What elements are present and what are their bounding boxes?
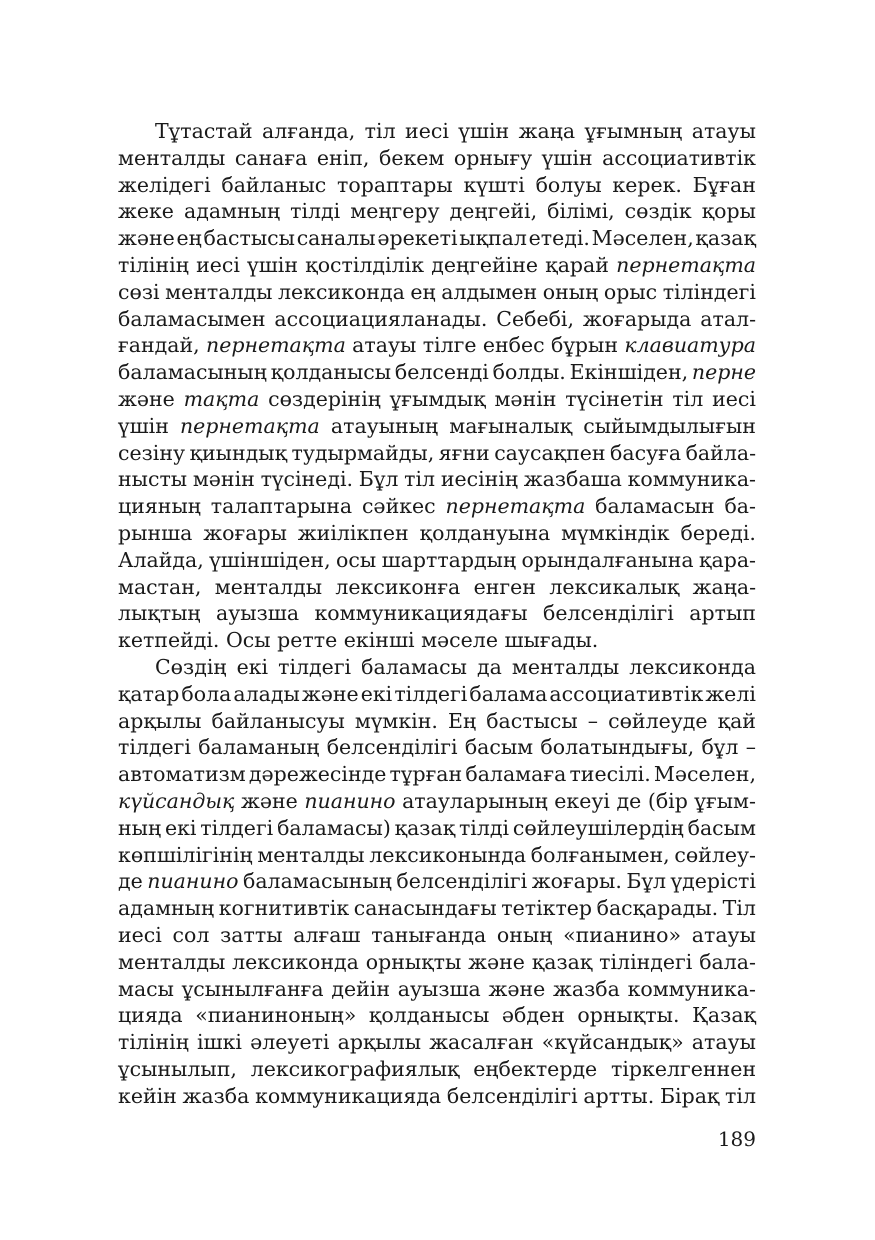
- word: Екіншіден,: [569, 360, 689, 385]
- word: арқылы: [118, 708, 202, 733]
- word: сол: [172, 922, 210, 947]
- text-line: [118, 574, 756, 601]
- text-line: [118, 359, 756, 386]
- word: атауы: [691, 922, 756, 947]
- word: мәселе: [421, 628, 498, 653]
- word: жаңа-: [692, 574, 756, 599]
- text-line: [118, 466, 756, 493]
- text-line: [118, 842, 756, 869]
- italic-term: перне: [691, 360, 756, 385]
- word: балама: [469, 681, 548, 706]
- word: Бірақ: [659, 1083, 720, 1108]
- text-line: [118, 198, 756, 225]
- word: екі: [164, 815, 197, 840]
- word: оның: [542, 279, 599, 304]
- word: деңгейіне: [431, 252, 539, 277]
- word: енген: [473, 574, 536, 599]
- word: енбес: [482, 333, 545, 358]
- word: әрекеті: [377, 226, 458, 251]
- word: керек.: [612, 172, 682, 197]
- word: түсінетін: [565, 386, 664, 411]
- word: ның: [118, 815, 162, 840]
- word: тіл: [672, 386, 704, 411]
- word: жеке: [118, 199, 174, 224]
- word: жасалған: [429, 1030, 534, 1055]
- word: Қазақ: [692, 1003, 756, 1028]
- word: –: [587, 708, 599, 733]
- word: деңгейі,: [449, 199, 538, 224]
- word: дәрежесінде: [248, 762, 387, 787]
- word: тіркелгеннен: [611, 1056, 756, 1081]
- word: қазақ: [531, 949, 593, 974]
- word: және: [301, 681, 359, 706]
- text-line: [118, 332, 756, 359]
- word: белсенділігі: [326, 735, 458, 760]
- word: үшін: [541, 145, 593, 170]
- word: нысты: [118, 467, 188, 492]
- word: ұсынылғанға: [181, 976, 324, 1001]
- word: ең: [176, 226, 202, 251]
- word: ұғым-: [694, 788, 756, 813]
- word: үшін: [247, 252, 299, 277]
- word: Бұл: [626, 869, 667, 894]
- word: тілге: [422, 333, 477, 358]
- word: тіліндегі: [662, 279, 756, 304]
- word: ассоциативтік: [549, 681, 704, 706]
- text-line: [118, 1056, 756, 1083]
- word: орнығу: [453, 145, 533, 170]
- text-line: [118, 815, 756, 842]
- word: алғаш: [293, 922, 361, 947]
- word: Мәселен,: [591, 226, 694, 251]
- word: алады: [233, 681, 300, 706]
- word: баламаға: [465, 762, 567, 787]
- word: бола: [181, 681, 232, 706]
- word: коммуникациядағы: [314, 601, 528, 626]
- word: сөздерінің: [268, 386, 381, 411]
- word: атауы: [691, 119, 756, 143]
- word: еніп,: [316, 145, 370, 170]
- italic-term: пернетақта: [445, 494, 586, 519]
- text-line: [118, 868, 756, 895]
- word: де: [616, 788, 642, 813]
- text-line: [118, 520, 756, 547]
- word: және: [118, 386, 175, 411]
- word: адамның: [183, 199, 281, 224]
- word: бала-: [699, 949, 756, 974]
- word: лексиконда: [278, 279, 405, 304]
- word: баламасы): [277, 815, 391, 840]
- word: «күйсандық»: [541, 1030, 684, 1055]
- word: баламасын: [595, 494, 715, 519]
- word: лексикографиялық: [250, 1056, 460, 1081]
- word: атауы: [691, 1030, 756, 1055]
- word: белсенділігі: [396, 869, 528, 894]
- word: баламаның: [198, 735, 320, 760]
- word: екінші: [343, 628, 415, 653]
- word: ауызша: [215, 601, 300, 626]
- word: және: [488, 976, 546, 1001]
- word: менталды: [511, 654, 620, 679]
- text-line: [118, 788, 756, 815]
- word: ең: [410, 279, 436, 304]
- word: мағыналық: [449, 413, 573, 438]
- word: когнитивтік: [218, 896, 350, 921]
- word: мастан,: [118, 574, 202, 599]
- word: тілінің: [118, 1030, 189, 1055]
- text-line: [118, 681, 756, 708]
- word: бекем: [378, 145, 445, 170]
- word: байла-: [685, 440, 756, 465]
- word: үшіншіден,: [209, 547, 331, 572]
- text-line: [118, 922, 756, 949]
- word: болуы: [535, 172, 602, 197]
- word: рынша: [118, 520, 193, 545]
- word: цияның: [118, 494, 201, 519]
- word: иесі: [405, 119, 449, 143]
- word: кейін: [118, 1083, 177, 1108]
- word: жоғары.: [531, 869, 622, 894]
- word: тетіктер: [501, 896, 593, 921]
- word: болатындығы,: [540, 735, 695, 760]
- word: лексикалық: [549, 574, 680, 599]
- word: иесінің: [440, 467, 519, 492]
- word: тіл: [725, 1083, 756, 1108]
- word: қостілділік: [305, 252, 425, 277]
- word: сөздік: [624, 199, 692, 224]
- word: Ең: [448, 708, 477, 733]
- word: әбден: [501, 1003, 565, 1028]
- word: лексиконында: [369, 842, 527, 867]
- text-line: [118, 949, 756, 976]
- text-line: [118, 976, 756, 1003]
- word: ассоциативтік: [602, 145, 756, 170]
- word: сөйлеуде: [608, 708, 708, 733]
- word: иесі: [118, 922, 162, 947]
- word: ба-: [724, 494, 756, 519]
- word: да: [477, 654, 502, 679]
- word: автоматизм: [118, 762, 246, 787]
- word: иесі: [196, 252, 240, 277]
- word: бұрын: [550, 333, 619, 358]
- italic-term: пернетақта: [616, 252, 756, 277]
- word: Себебі,: [496, 306, 575, 331]
- word: еңбектерде: [473, 1056, 598, 1081]
- paragraph: [118, 118, 756, 654]
- word: қатар: [118, 681, 180, 706]
- word: ассоциацияланады.: [274, 306, 488, 331]
- word: затты: [220, 922, 283, 947]
- word: тілді: [290, 199, 341, 224]
- word: бастысы: [486, 708, 578, 733]
- word: Алайда,: [118, 547, 204, 572]
- word: санасындағы: [353, 896, 497, 921]
- italic-term: пианино: [304, 788, 396, 813]
- word: масы: [118, 976, 174, 1001]
- text-line: [118, 440, 756, 467]
- word: қиындық: [189, 440, 287, 465]
- word: Осы: [226, 628, 271, 653]
- word: қолдануына: [419, 520, 551, 545]
- word: көпшілігінің: [118, 842, 253, 867]
- word: оның: [496, 922, 553, 947]
- word: баламасы: [361, 654, 467, 679]
- word: қай: [717, 708, 756, 733]
- word: жаңа: [518, 119, 576, 143]
- word: Бұл: [358, 467, 399, 492]
- word: менталды: [118, 145, 226, 170]
- word: қазақ: [394, 815, 456, 840]
- word: меңгеру: [350, 199, 440, 224]
- text-line: [118, 172, 756, 199]
- text-line: [118, 895, 756, 922]
- word: байланыс: [221, 172, 327, 197]
- word: де: [118, 869, 143, 894]
- word: тіл: [364, 119, 396, 143]
- italic-term: клавиатура: [624, 333, 756, 358]
- word: орнықты.: [577, 1003, 680, 1028]
- text-line: [118, 493, 756, 520]
- word: яғни: [438, 440, 490, 465]
- word: қазақ: [695, 226, 756, 251]
- word: мүмкін.: [354, 708, 438, 733]
- word: орындалғанына: [521, 547, 694, 572]
- word: артты.: [583, 1083, 655, 1108]
- word: сөзі: [118, 279, 160, 304]
- word: қоры: [701, 199, 756, 224]
- word: «пианиноның»: [195, 1003, 357, 1028]
- word: ықпал: [459, 226, 527, 251]
- word: сезіну: [118, 440, 186, 465]
- word: және: [240, 788, 298, 813]
- word: цияда: [118, 1003, 183, 1028]
- word: саналы: [296, 226, 376, 251]
- word: шарттардың: [381, 547, 517, 572]
- body-text: [118, 118, 756, 1109]
- text-line: [118, 547, 756, 574]
- word: тораптары: [337, 172, 453, 197]
- word: Тіл: [722, 896, 756, 921]
- word: ретте: [277, 628, 338, 653]
- word: белсенді: [394, 360, 489, 385]
- word: білімі,: [547, 199, 615, 224]
- word: қарай: [545, 252, 609, 277]
- word: Сөздің: [155, 654, 227, 679]
- word: баламасының: [242, 869, 392, 894]
- word: жоғары: [203, 520, 287, 545]
- word: тілдегі: [394, 681, 468, 706]
- word: және: [468, 949, 525, 974]
- word: орыс: [603, 279, 658, 304]
- italic-term: күйсандық: [118, 788, 235, 813]
- word: коммуника-: [627, 467, 756, 492]
- word: ішкі: [196, 1030, 242, 1055]
- word: иесі: [712, 386, 756, 411]
- word: мәнін: [494, 386, 557, 411]
- word: атауларының: [402, 788, 548, 813]
- word: тұрған: [389, 762, 463, 787]
- word: және: [118, 226, 175, 251]
- word: саусақпен: [494, 440, 606, 465]
- word: жиілікпен: [297, 520, 409, 545]
- word: жоғарыда: [582, 306, 692, 331]
- word: танығанда: [371, 922, 487, 947]
- word: басым: [464, 735, 534, 760]
- word: бастысы: [203, 226, 295, 251]
- word: жазба: [182, 1083, 250, 1108]
- word: атауы: [352, 333, 417, 358]
- paragraph: [118, 654, 756, 1110]
- word: талаптарына: [210, 494, 353, 519]
- word: лексиконда: [232, 949, 359, 974]
- word: менталды: [257, 842, 365, 867]
- word: екеуі: [554, 788, 610, 813]
- word: «пианино»: [563, 922, 682, 947]
- word: тілдегі: [118, 735, 191, 760]
- word: менталды: [214, 574, 323, 599]
- word: болғанымен,: [530, 842, 670, 867]
- word: сөйлеу-: [674, 842, 756, 867]
- word: жазбаша: [523, 467, 622, 492]
- word: мәнін: [192, 467, 255, 492]
- word: тиесілі.: [569, 762, 651, 787]
- word: түсінеді.: [260, 467, 354, 492]
- word: басым: [687, 815, 756, 840]
- word: артып: [689, 601, 756, 626]
- text-line: [118, 654, 756, 681]
- word: лексиконға: [335, 574, 461, 599]
- word: сөйлеушілердің: [512, 815, 684, 840]
- word: арқылы: [337, 1030, 422, 1055]
- text-line: [118, 1029, 756, 1056]
- word: менталды: [165, 279, 273, 304]
- word: лексиконда: [629, 654, 756, 679]
- word: шығады.: [504, 628, 599, 653]
- italic-term: пианино: [147, 869, 239, 894]
- word: баламасымен: [118, 306, 266, 331]
- word: осы: [336, 547, 377, 572]
- word: Мәселен,: [653, 762, 756, 787]
- word: мүмкіндік: [561, 520, 670, 545]
- text-line: [118, 306, 756, 333]
- word: күшті: [463, 172, 525, 197]
- word: бұл: [701, 735, 739, 760]
- word: ұғымның: [584, 119, 683, 143]
- word: ұғымдық: [389, 386, 486, 411]
- word: ғандай,: [118, 333, 200, 358]
- word: тілінің: [118, 252, 189, 277]
- word: сыйымдылығын: [583, 413, 756, 438]
- italic-term: пернетақта: [179, 413, 320, 438]
- word: тіліндегі: [599, 949, 693, 974]
- word: болды.: [492, 360, 566, 385]
- word: коммуника-: [627, 976, 756, 1001]
- word: тудырмайды,: [291, 440, 435, 465]
- page-number: 189: [717, 1127, 756, 1151]
- text-line: [118, 708, 756, 735]
- word: ұсынылып,: [118, 1056, 237, 1081]
- text-line: [118, 225, 756, 252]
- word: тілдегі: [200, 815, 274, 840]
- word: белсенділігі: [446, 1083, 578, 1108]
- word: тілдегі: [278, 654, 352, 679]
- word: үшін: [118, 413, 169, 438]
- text-line: [118, 1083, 756, 1110]
- text-line: [118, 627, 756, 654]
- text-line: [118, 118, 756, 145]
- text-line: [118, 734, 756, 761]
- word: үшін: [458, 119, 510, 143]
- text-line: [118, 145, 756, 172]
- word: белсенділігі: [543, 601, 674, 626]
- word: екі: [236, 654, 269, 679]
- text-line: [118, 413, 756, 440]
- word: жазба: [553, 976, 620, 1001]
- word: орнықты: [365, 949, 462, 974]
- word: екі: [360, 681, 393, 706]
- word: Тұтастай: [155, 119, 253, 143]
- word: атауының: [330, 413, 439, 438]
- word: адамның: [118, 896, 215, 921]
- word: санаға: [234, 145, 308, 170]
- text-line: [118, 600, 756, 627]
- word: қолданысы: [270, 360, 392, 385]
- word: атал-: [700, 306, 756, 331]
- word: дейін: [331, 976, 390, 1001]
- text-line: [118, 386, 756, 413]
- word: алғанда,: [261, 119, 356, 143]
- word: (бір: [647, 788, 688, 813]
- word: кетпейді.: [118, 628, 220, 653]
- word: үдерісті: [670, 869, 756, 894]
- word: желі: [705, 681, 756, 706]
- word: әлеуеті: [250, 1030, 330, 1055]
- word: тіл: [404, 467, 436, 492]
- word: басуға: [610, 440, 682, 465]
- word: етеді.: [528, 226, 590, 251]
- text-line: [118, 279, 756, 306]
- word: басқарады.: [596, 896, 719, 921]
- word: тілді: [458, 815, 510, 840]
- word: баламасының: [118, 360, 267, 385]
- word: береді.: [680, 520, 756, 545]
- word: сәйкес: [361, 494, 436, 519]
- word: Бұған: [692, 172, 756, 197]
- text-line: [118, 252, 756, 279]
- italic-term: тақта: [183, 386, 260, 411]
- word: қара-: [699, 547, 756, 572]
- word: ауызша: [397, 976, 481, 1001]
- word: алдымен: [441, 279, 538, 304]
- text-line: [118, 761, 756, 788]
- word: лықтың: [118, 601, 201, 626]
- word: менталды: [118, 949, 226, 974]
- word: желідегі: [118, 172, 211, 197]
- word: –: [745, 735, 756, 760]
- italic-term: пернетақта: [206, 333, 346, 358]
- word: байланысуы: [211, 708, 345, 733]
- word: қолданысы: [368, 1003, 490, 1028]
- word: коммуникацияда: [255, 1083, 442, 1108]
- text-line: [118, 1002, 756, 1029]
